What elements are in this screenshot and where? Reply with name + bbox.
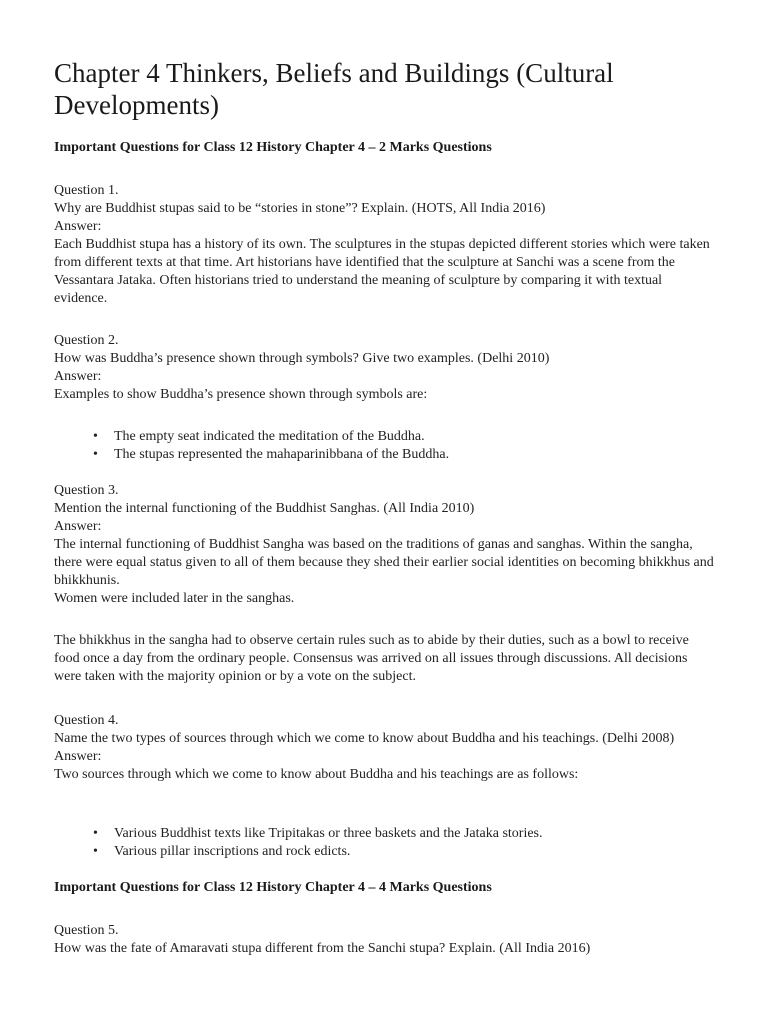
question-4 [54,712,714,784]
question-text: How was Buddha’s presence shown through symbols? Give two examples. (Delhi 2010) [54,351,550,366]
question-label: Question 4. [54,713,119,728]
section-heading-4-marks: Important Questions for Class 12 History Chapter 4 – 4 Marks Questions [54,880,492,895]
answer-text: Two sources through which we come to know about Buddha and his teachings are as follows: [54,767,579,782]
question-text: Mention the internal functioning of the Buddhist Sanghas. (All India 2010) [54,501,475,516]
question-1 [54,182,714,308]
answer-text: Women were included later in the sanghas. [54,591,295,606]
question-label: Question 2. [54,333,119,348]
answer-label: Answer: [54,519,102,534]
section-heading-2-marks: Important Questions for Class 12 History Chapter 4 – 2 Marks Questions [54,140,492,155]
answer-text: The internal functioning of Buddhist Sangha was based on the traditions of ganas and sanghas. Within the sangha, there were equal status given to all of them because they shed their earlier social identities on becoming bhikkhus and bhikkhunis. [54,537,714,588]
question-label: Question 3. [54,483,119,498]
list-item: • The stupas represented the mahaparinibbana of the Buddha. [114,446,714,464]
answer-text: The bhikkhus in the sangha had to observe certain rules such as to abide by their duties, such as a bowl to receive food once a day from the ordinary people. Consensus was arrived on all issues through discussions. All decisions were taken with the majority opinion or by a vote on the subject. [54,633,689,684]
question-text: Why are Buddhist stupas said to be “stories in stone”? Explain. (HOTS, All India 2016) [54,201,546,216]
page-title: Chapter 4 Thinkers, Beliefs and Buildings (Cultural Developments) [54,58,614,120]
question-label: Question 5. [54,923,119,938]
question-label: Question 1. [54,183,119,198]
answer-label: Answer: [54,219,102,234]
question-text: Name the two types of sources through which we come to know about Buddha and his teachings. (Delhi 2008) [54,731,675,746]
answer-text: Each Buddhist stupa has a history of its own. The sculptures in the stupas depicted different stories which were taken from different texts at that time. Art historians have identified that the sculpture at Sanchi was a scene from the Vessantara Jataka. Often historians tried to understand the meaning of sculpture by comparing it with textual evidence. [54,237,710,306]
answer-bullet-list [114,428,714,464]
answer-label: Answer: [54,749,102,764]
question-2 [54,332,714,404]
list-item: • The empty seat indicated the meditation of the Buddha. [114,428,714,446]
answer-label: Answer: [54,369,102,384]
answer-paragraph [54,632,714,686]
list-item: • Various Buddhist texts like Tripitakas or three baskets and the Jataka stories. [114,825,714,843]
list-item: • Various pillar inscriptions and rock edicts. [114,843,714,861]
question-5 [54,922,714,958]
question-3 [54,482,714,608]
answer-text: Examples to show Buddha’s presence shown through symbols are: [54,387,428,402]
question-text: How was the fate of Amaravati stupa different from the Sanchi stupa? Explain. (All India 2016) [54,941,591,956]
answer-bullet-list [114,825,714,861]
